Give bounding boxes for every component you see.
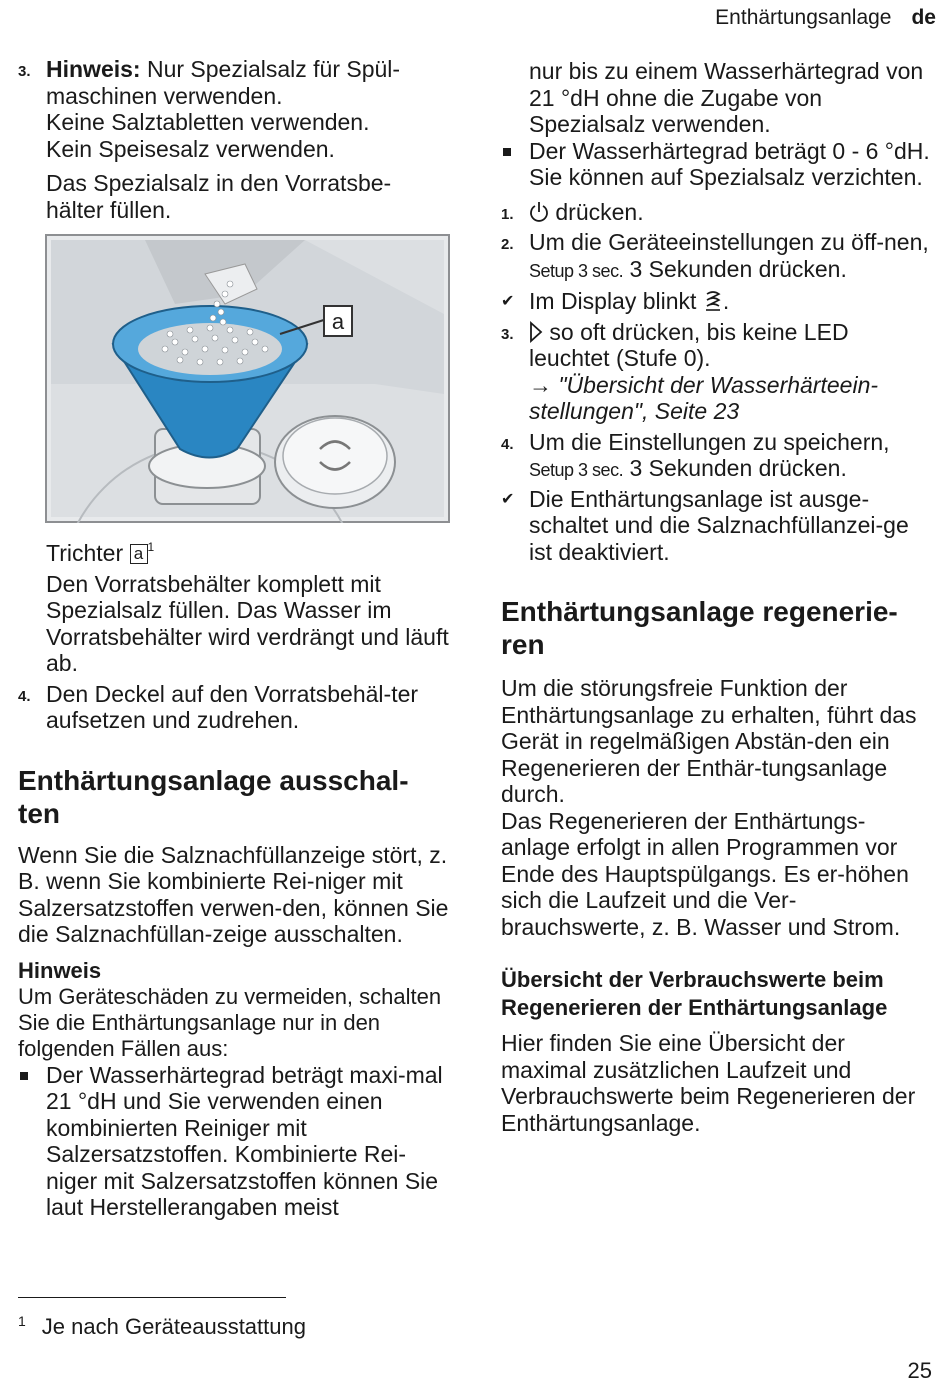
step-number: 3.: [501, 325, 514, 343]
step-text: Nur Spezialsalz für Spül-maschinen verwenden.: [46, 56, 401, 109]
heading-verbrauchswerte: Übersicht der Verbrauchswerte beim Regenerieren der Enthärtungsanlage: [501, 967, 888, 1020]
bullet-item-2: [501, 138, 933, 191]
regen-paragraph-2: Das Regenerieren der Enthärtungs-anlage erfolgt in allen Programmen vor Ende des Hauptspülgangs. Es er-höhen sich die Laufzeit und die Ver-brauchswerte, z. B. Wasser und Strom.: [501, 807, 909, 940]
checkmark-icon: ✔: [501, 490, 515, 508]
result-deactivated: [501, 486, 933, 566]
salt-icon: [703, 290, 723, 312]
triangle-right-icon: [529, 321, 543, 343]
checkmark-icon: ✔: [501, 293, 515, 310]
step-text: Um die Einstellungen zu speichern,: [529, 428, 890, 455]
verbrauch-paragraph: Hier finden Sie eine Übersicht der maximal zusätzlichen Laufzeit und Verbrauchswerte beim Regenerieren der Enthärtungsanlage.: [501, 1030, 916, 1136]
result-text: Die Enthärtungsanlage ist ausge-schaltet und die Salznachfüllanzei-ge ist deaktiviert.: [529, 485, 909, 565]
step-text: Um die Geräteeinstellungen zu öff-nen,: [529, 229, 929, 255]
fill-instructions: Den Vorratsbehälter komplett mit Spezialsalz füllen. Das Wasser im Vorratsbehälter wird verdrängt und läuft ab.: [46, 570, 449, 676]
callout-a-box: a: [130, 544, 148, 564]
right-column: [501, 58, 933, 1136]
setup-button-label: Setup 3 sec.: [529, 260, 624, 281]
running-header: [715, 6, 936, 30]
step-number: 4.: [18, 687, 31, 705]
step-text: Das Spezialsalz in den Vorratsbe-: [46, 170, 392, 196]
heading-ausschalten: Enthärtungsanlage ausschal-ten: [18, 764, 409, 829]
hinweis-label: Hinweis:: [46, 56, 141, 82]
callout-a-label: a: [331, 309, 345, 334]
step-3-arrow: [501, 319, 933, 425]
caption-text: Trichter: [46, 540, 130, 566]
bullet-square: [503, 148, 511, 156]
header-section: Enthärtungsanlage: [715, 6, 892, 29]
footnote: [18, 1313, 306, 1340]
bullet-text: Der Wasserhärtegrad beträgt maxi-mal 21 °dH und Sie verwenden einen kombinierten Reiniger mit Salzersatzstoffen. Kombinierte Rei-niger mit Salzersatzstoffen können Sie laut Herstellerangaben meist: [46, 1061, 443, 1220]
funnel-caption: [18, 534, 450, 567]
result-text: Im Display blinkt: [529, 288, 703, 314]
step-3-salt: [18, 56, 450, 223]
page-number: 25: [907, 1358, 932, 1383]
step-number: 1.: [501, 205, 514, 223]
bullet-text: Der Wasserhärtegrad beträgt 0 - 6 °dH. Sie können auf Spezialsalz verzichten.: [529, 137, 930, 190]
step-text: so oft drücken, bis keine LED leuchtet (Stufe 0).: [529, 318, 849, 371]
step-1-power: [501, 199, 933, 226]
regen-paragraph-1: Um die störungsfreie Funktion der Enthärtungsanlage zu erhalten, führt das Gerät in regelmäßigen Abstän-den ein Regenerieren der Enthär-tungsanlage durch.: [501, 675, 917, 807]
step-text: hälter füllen.: [46, 196, 172, 223]
result-text: .: [722, 288, 730, 314]
footnote-mark: 1: [18, 1313, 26, 1329]
power-icon: [529, 201, 549, 223]
intro-paragraph: Wenn Sie die Salznachfüllanzeige stört, z. B. wenn Sie kombinierte Rei-niger mit Salzersatzstoffen verwen-den, können Sie die Salznachfüllan-zeige ausschalten.: [18, 841, 449, 947]
result-display-blinks: [501, 288, 933, 315]
left-column-lower: [18, 534, 450, 1221]
step-text: 3 Sekunden drücken.: [623, 255, 847, 282]
step-text: Keine Salztabletten verwenden.: [46, 109, 370, 135]
step-text: drücken.: [549, 198, 644, 225]
step-2-setup: [501, 229, 933, 284]
page-reference: → "Übersicht der Wasserhärteein-stellungen", Seite 23: [529, 371, 879, 424]
step-number: 4.: [501, 435, 514, 453]
hinweis-text: Um Geräteschäden zu vermeiden, schalten Sie die Enthärtungsanlage nur in den folgenden Fällen aus:: [18, 983, 442, 1061]
step-number: 2.: [501, 236, 514, 253]
step-text: 3 Sekunden drücken.: [623, 455, 847, 481]
header-language: de: [911, 6, 936, 29]
footnote-text: Je nach Geräteausstattung: [41, 1314, 306, 1339]
bullet-1-continuation: nur bis zu einem Wasserhärtegrad von 21 °dH ohne die Zugabe von Spezialsalz verwenden.: [529, 58, 924, 137]
step-number: 3.: [18, 63, 31, 80]
bullet-square: [20, 1072, 28, 1080]
step-text: Den Deckel auf den Vorratsbehäl-ter aufsetzen und zudrehen.: [46, 680, 419, 733]
footnote-divider: [18, 1297, 286, 1298]
step-4-save: [501, 429, 933, 484]
heading-regenerieren: Enthärtungsanlage regenerie-ren: [501, 596, 898, 660]
footnote-ref: 1: [147, 540, 155, 554]
hinweis-heading: Hinweis: [18, 957, 102, 983]
step-text: Kein Speisesalz verwenden.: [46, 135, 335, 162]
setup-button-label: Setup 3 sec.: [529, 460, 624, 480]
step-4-lid: [18, 681, 450, 734]
bullet-item-1: [18, 1062, 450, 1221]
salt-funnel-illustration: [45, 234, 450, 523]
left-column: [18, 56, 450, 223]
